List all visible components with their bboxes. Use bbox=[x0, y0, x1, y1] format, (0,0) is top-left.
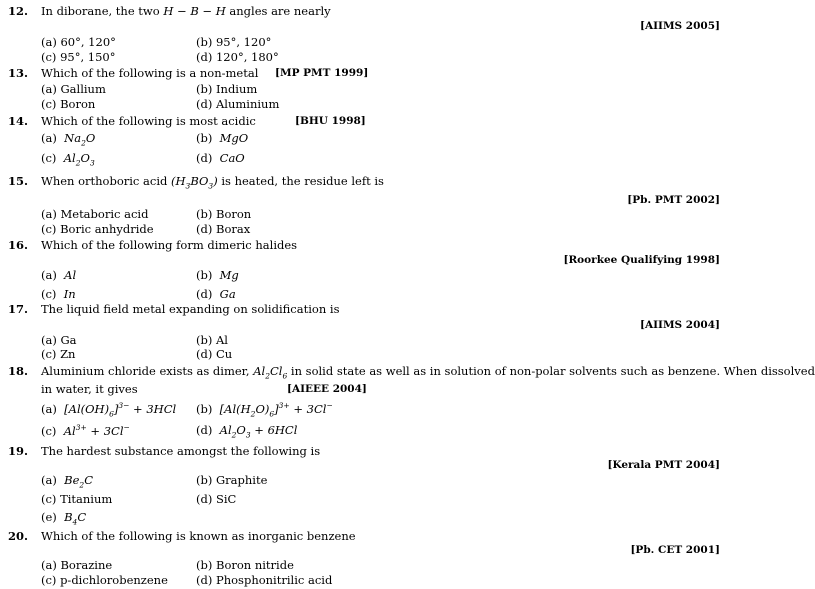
question-12-option-d: (d) 120°, 180° bbox=[196, 50, 279, 64]
question-19-number: 19. bbox=[8, 444, 29, 458]
question-18-number: 18. bbox=[8, 364, 29, 378]
question-17-option-a: (a) Ga bbox=[41, 333, 77, 347]
question-20-source: [Pb. CET 2001] bbox=[630, 544, 720, 556]
question-15-number: 15. bbox=[8, 174, 29, 188]
question-18-text-line-2: in water, it gives bbox=[41, 382, 138, 396]
question-20-option-d: (d) Phosphonitrilic acid bbox=[196, 573, 333, 587]
question-13-option-a: (a) Gallium bbox=[41, 82, 106, 96]
question-15-text: When orthoboric acid $(H_3BO_3)$ is heated, the residue left is bbox=[41, 174, 384, 191]
question-20-option-a: (a) Borazine bbox=[41, 558, 113, 572]
question-14-option-a: (a) $Na_2O$ bbox=[41, 131, 96, 148]
question-13-option-c: (c) Boron bbox=[41, 97, 96, 111]
question-17-option-b: (b) Al bbox=[196, 333, 228, 347]
question-18-option-c: (c) $Al^{3+} + 3Cl^-$ bbox=[41, 423, 130, 438]
question-15-source: [Pb. PMT 2002] bbox=[627, 194, 720, 206]
question-16-option-b: (b) Mg bbox=[196, 268, 239, 282]
question-15-option-b: (b) Boron bbox=[196, 207, 252, 221]
question-14-number: 14. bbox=[8, 114, 29, 128]
question-12-source: [AIIMS 2005] bbox=[640, 20, 720, 32]
question-19-option-d: (d) SiC bbox=[196, 492, 237, 506]
question-14-text: Which of the following is most acidic bbox=[41, 114, 256, 128]
question-17-option-d: (d) Cu bbox=[196, 347, 233, 361]
question-12-text: In diborane, the two H − B − H angles are nearly bbox=[41, 4, 331, 18]
question-16-option-c: (c) In bbox=[41, 287, 76, 301]
question-13-option-d: (d) Aluminium bbox=[196, 97, 280, 111]
question-16-source: [Roorkee Qualifying 1998] bbox=[563, 254, 720, 266]
question-18-text: Aluminium chloride exists as dimer, $Al_2Cl_6$ in solid state as well as in solution of non-polar solvents such as benzene. When dissolved bbox=[41, 364, 815, 381]
question-15-option-d: (d) Borax bbox=[196, 222, 251, 236]
question-20-option-b: (b) Boron nitride bbox=[196, 558, 294, 572]
question-13-source: [MP PMT 1999] bbox=[275, 67, 369, 79]
question-16-text: Which of the following form dimeric halides bbox=[41, 238, 298, 252]
question-19-option-b: (b) Graphite bbox=[196, 473, 268, 487]
question-19-option-e: (e) $B_4C$ bbox=[41, 510, 87, 527]
question-20-number: 20. bbox=[8, 529, 29, 543]
question-14-option-d: (d) CaO bbox=[196, 151, 245, 165]
question-17-source: [AIIMS 2004] bbox=[640, 319, 720, 331]
question-17-text: The liquid field metal expanding on solidification is bbox=[41, 302, 340, 316]
question-12-option-b: (b) 95°, 120° bbox=[196, 35, 272, 49]
question-18-option-b: (b) $[Al(H_2O)_6]^{3+} + 3Cl^-$ bbox=[196, 401, 333, 419]
question-19-option-a: (a) $Be_2C$ bbox=[41, 473, 94, 490]
question-15-option-c: (c) Boric anhydride bbox=[41, 222, 154, 236]
question-17-number: 17. bbox=[8, 302, 29, 316]
question-16-option-d: (d) Ga bbox=[196, 287, 236, 301]
question-12-option-a: (a) 60°, 120° bbox=[41, 35, 116, 49]
question-19-option-c: (c) Titanium bbox=[41, 492, 113, 506]
question-13-number: 13. bbox=[8, 66, 29, 80]
question-18-source: [AIEEE 2004] bbox=[287, 383, 367, 395]
question-12-option-c: (c) 95°, 150° bbox=[41, 50, 116, 64]
question-16-option-a: (a) Al bbox=[41, 268, 77, 282]
question-18-option-a: (a) $[Al(OH)_6]^{3-} + 3HCl$ bbox=[41, 401, 177, 419]
question-15-option-a: (a) Metaboric acid bbox=[41, 207, 149, 221]
question-12-number: 12. bbox=[8, 4, 29, 18]
question-14-option-c: (c) $Al_2O_3$ bbox=[41, 151, 95, 168]
question-19-source: [Kerala PMT 2004] bbox=[607, 459, 720, 471]
question-17-option-c: (c) Zn bbox=[41, 347, 76, 361]
question-20-text: Which of the following is known as inorganic benzene bbox=[41, 529, 356, 543]
question-13-option-b: (b) Indium bbox=[196, 82, 258, 96]
question-13-text: Which of the following is a non-metal bbox=[41, 66, 259, 80]
question-19-text: The hardest substance amongst the following is bbox=[41, 444, 321, 458]
question-16-number: 16. bbox=[8, 238, 29, 252]
question-20-option-c: (c) p-dichlorobenzene bbox=[41, 573, 168, 587]
question-18-option-d: (d) $Al_2O_3 + 6HCl$ bbox=[196, 423, 298, 440]
question-14-source: [BHU 1998] bbox=[295, 115, 366, 127]
question-14-option-b: (b) MgO bbox=[196, 131, 249, 145]
